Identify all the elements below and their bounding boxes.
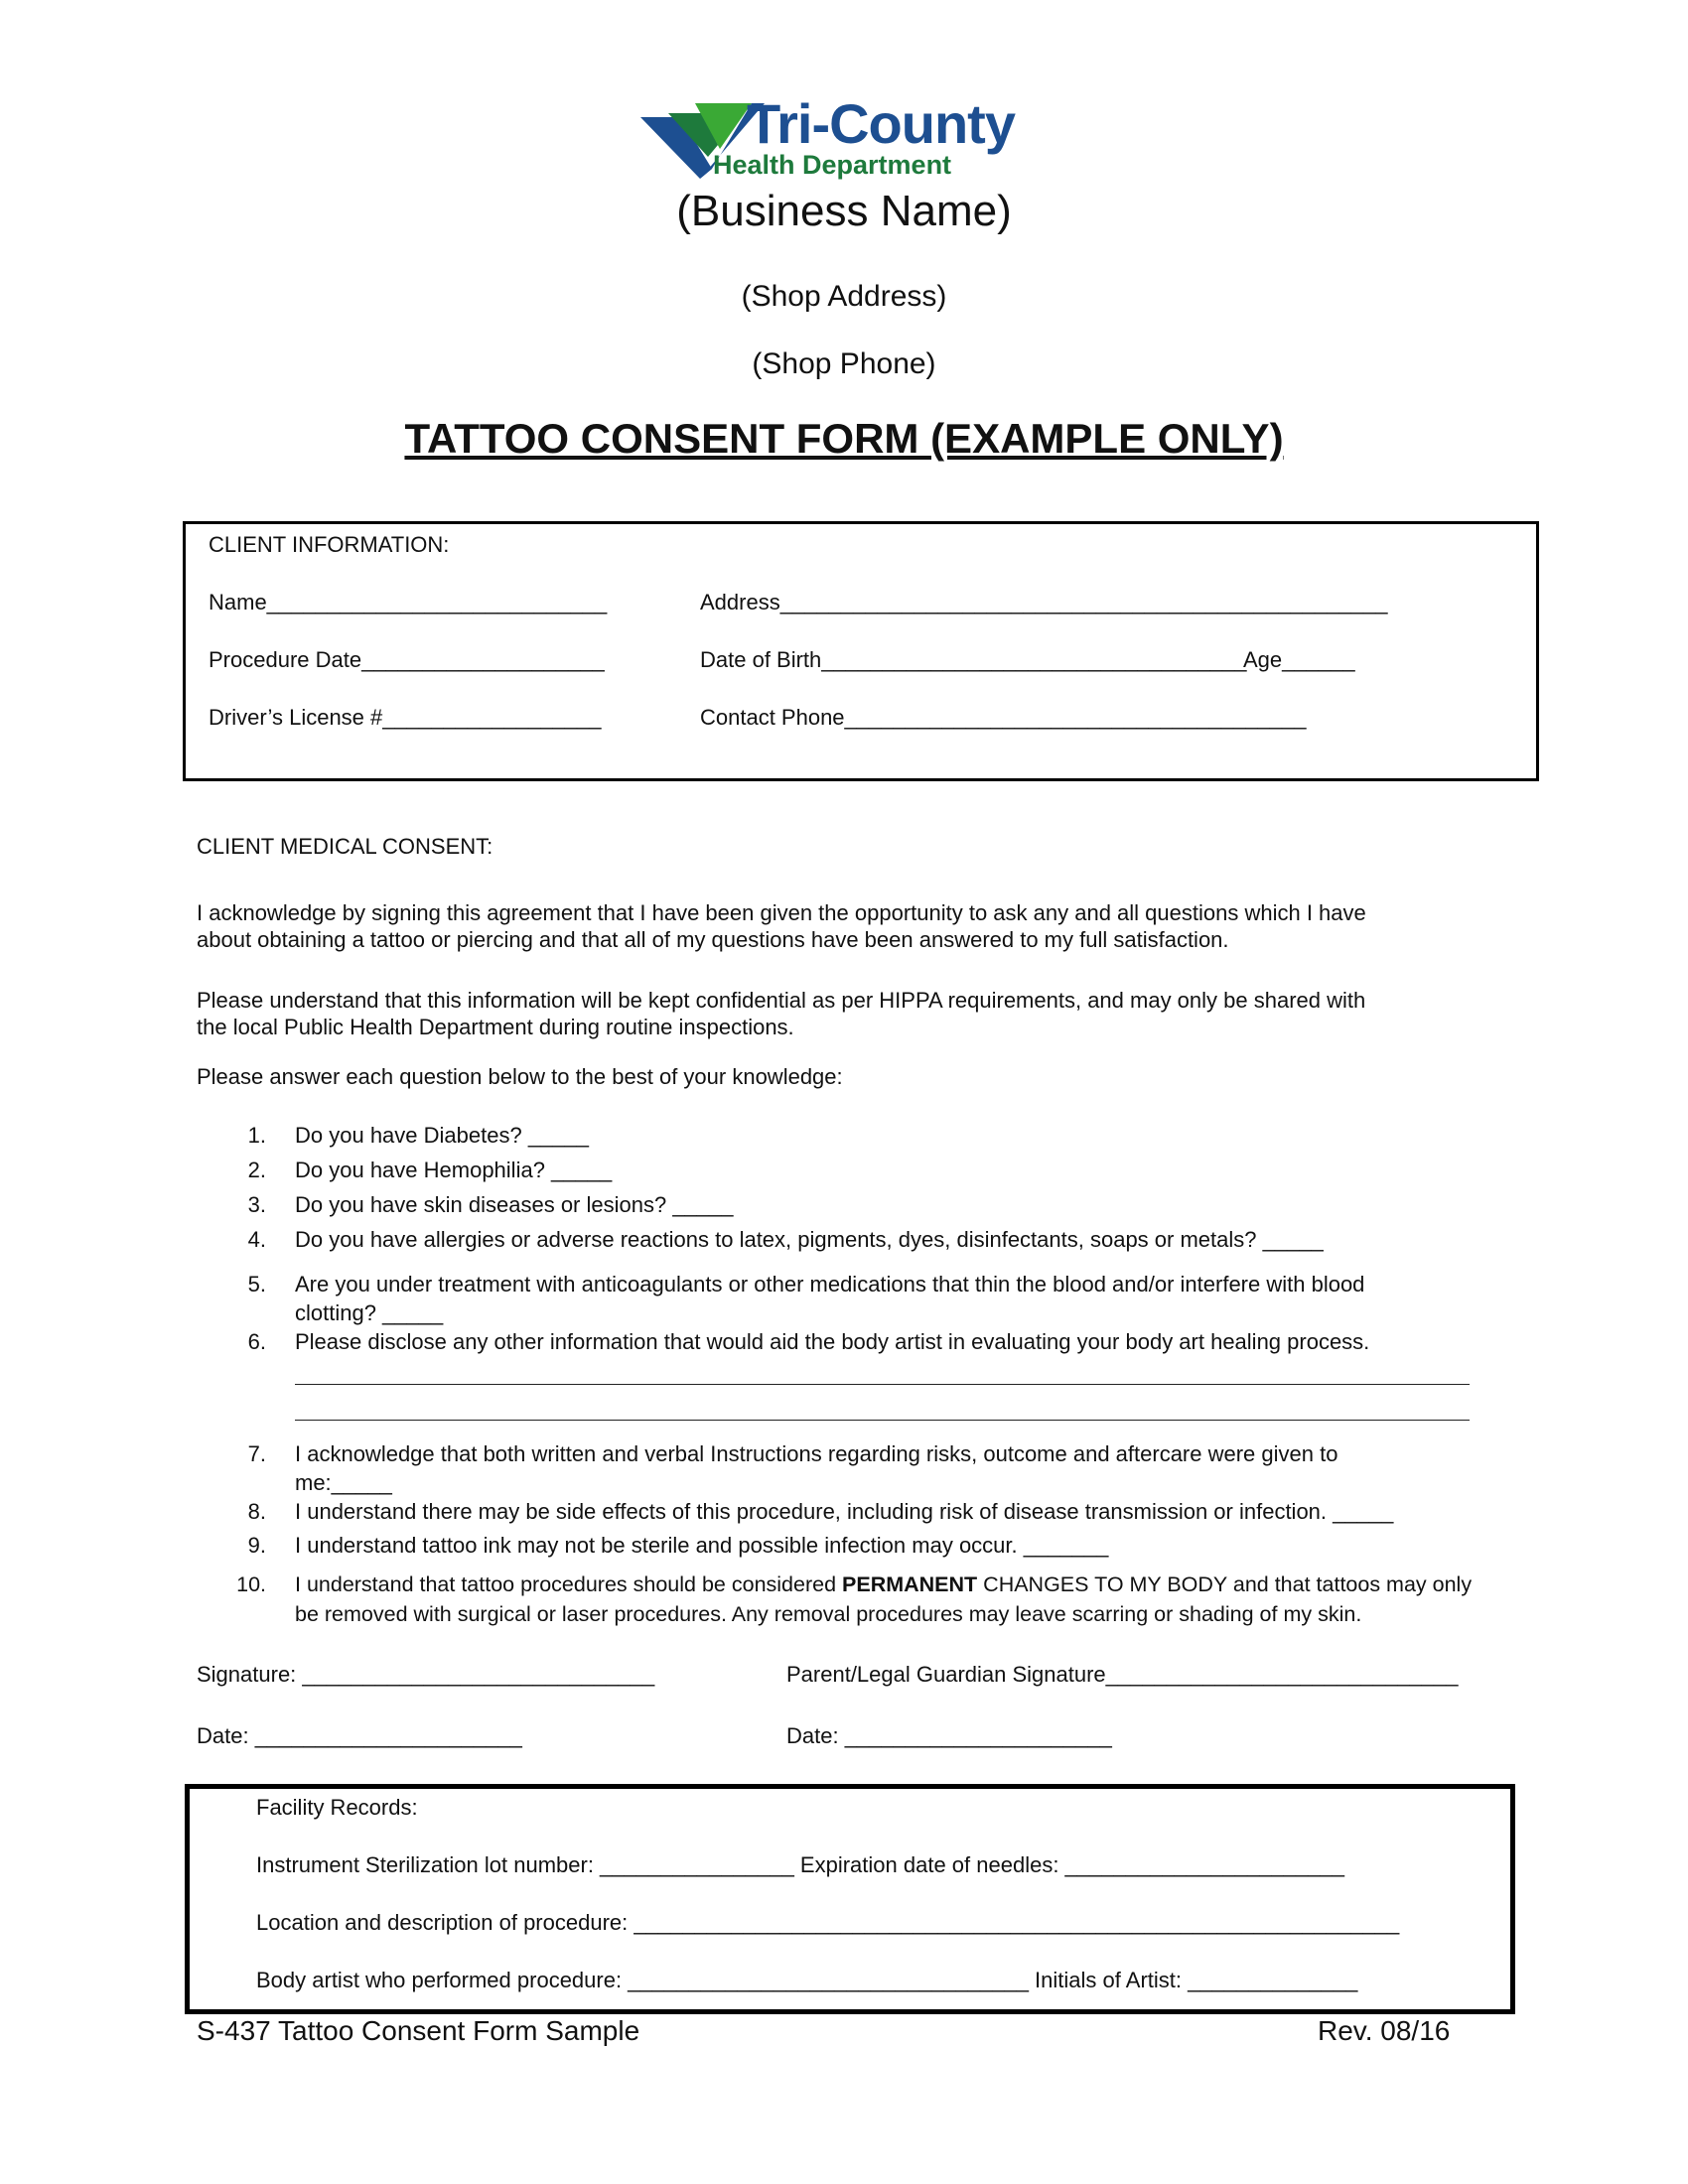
drivers-license-field[interactable]: Driver’s License #__________________ [209, 705, 602, 730]
question-hemophilia[interactable]: Do you have Hemophilia? _____ [295, 1158, 613, 1182]
question-number: 1. [247, 1123, 266, 1148]
name-field[interactable]: Name____________________________ [209, 590, 608, 614]
question-number: 4. [247, 1227, 266, 1252]
logo-brand-text: Tri-County [747, 92, 1015, 155]
signature-field[interactable]: Signature: _____________________________ [197, 1662, 655, 1687]
signature-date-field[interactable]: Date: ______________________ [197, 1723, 522, 1748]
tri-county-logo [640, 92, 1038, 184]
shop-phone: (Shop Phone) [752, 347, 936, 380]
revision-date: Rev. 08/16 [1318, 2015, 1451, 2046]
question-anticoagulants-line2[interactable]: clotting? _____ [295, 1300, 444, 1325]
business-name: (Business Name) [676, 187, 1012, 235]
question-number: 7. [247, 1441, 266, 1466]
question-number: 10. [236, 1572, 266, 1596]
question-allergies[interactable]: Do you have allergies or adverse reactions to latex, pigments, dyes, disinfectants, soaps or metals? _____ [295, 1227, 1324, 1252]
age-field[interactable]: Age______ [1243, 647, 1355, 672]
confidential-paragraph-line2: the local Public Health Department during routine inspections. [197, 1015, 794, 1039]
answer-line[interactable] [295, 1420, 1470, 1421]
logo-subtitle-text: Health Department [713, 150, 952, 180]
permanent-changes-statement-line2: be removed with surgical or laser procedures. Any removal procedures may leave scarring or shading of my skin. [295, 1602, 1362, 1626]
question-diabetes[interactable]: Do you have Diabetes? _____ [295, 1123, 589, 1148]
permanent-statement-text: CHANGES TO MY BODY and that tattoos may only [977, 1572, 1473, 1596]
permanent-emphasis: PERMANENT [842, 1572, 978, 1596]
question-anticoagulants-line1: Are you under treatment with anticoagulants or other medications that thin the blood and/or interfere with blood [295, 1272, 1365, 1297]
permanent-changes-statement-line1 [295, 1570, 1472, 1598]
sterilization-expiration-fields[interactable]: Instrument Sterilization lot number: ________________ Expiration date of needles: _______________________ [256, 1852, 1344, 1877]
procedure-date-field[interactable]: Procedure Date____________________ [209, 647, 605, 672]
medical-consent-heading: CLIENT MEDICAL CONSENT: [197, 834, 493, 859]
question-number: 6. [247, 1329, 266, 1354]
question-number: 8. [247, 1499, 266, 1524]
shop-address: (Shop Address) [741, 280, 947, 313]
client-info-heading: CLIENT INFORMATION: [209, 532, 450, 557]
contact-phone-field[interactable]: Contact Phone______________________________________ [700, 705, 1307, 730]
guardian-signature-field[interactable]: Parent/Legal Guardian Signature_____________________________ [786, 1662, 1459, 1687]
acknowledge-paragraph-line2: about obtaining a tattoo or piercing and that all of my questions have been answered to my full satisfaction. [197, 927, 1229, 952]
question-number: 9. [247, 1533, 266, 1558]
form-title: TATTOO CONSENT FORM (EXAMPLE ONLY) [404, 415, 1284, 462]
form-identifier: S-437 Tattoo Consent Form Sample [197, 2015, 640, 2046]
acknowledge-instructions-line1: I acknowledge that both written and verbal Instructions regarding risks, outcome and aftercare were given to [295, 1441, 1338, 1466]
question-number: 2. [247, 1158, 266, 1182]
ink-sterility-statement[interactable]: I understand tattoo ink may not be sterile and possible infection may occur. _______ [295, 1533, 1109, 1558]
address-field[interactable]: Address__________________________________________________ [700, 590, 1388, 614]
date-of-birth-field[interactable]: Date of Birth___________________________________ [700, 647, 1247, 672]
question-number: 5. [247, 1272, 266, 1297]
body-artist-initials-fields[interactable]: Body artist who performed procedure: _________________________________ Initials of Artist: ______________ [256, 1968, 1358, 1992]
confidential-paragraph-line1: Please understand that this information will be kept confidential as per HIPPA requirements, and may only be shared with [197, 988, 1366, 1013]
acknowledge-instructions-line2[interactable]: me:_____ [295, 1470, 392, 1495]
question-skin-diseases[interactable]: Do you have skin diseases or lesions? _____ [295, 1192, 734, 1217]
answer-instruction: Please answer each question below to the best of your knowledge: [197, 1064, 843, 1089]
question-other-information: Please disclose any other information that would aid the body artist in evaluating your body art healing process. [295, 1329, 1370, 1354]
acknowledge-paragraph-line1: I acknowledge by signing this agreement that I have been given the opportunity to ask any and all questions which I have [197, 900, 1366, 925]
procedure-location-field[interactable]: Location and description of procedure: _______________________________________________________________ [256, 1910, 1400, 1935]
guardian-date-field[interactable]: Date: ______________________ [786, 1723, 1112, 1748]
permanent-statement-text: I understand that tattoo procedures should be considered [295, 1572, 843, 1596]
question-number: 3. [247, 1192, 266, 1217]
facility-records-heading: Facility Records: [256, 1795, 418, 1820]
answer-line[interactable] [295, 1384, 1470, 1385]
side-effects-statement[interactable]: I understand there may be side effects of this procedure, including risk of disease transmission or infection. _____ [295, 1499, 1394, 1524]
